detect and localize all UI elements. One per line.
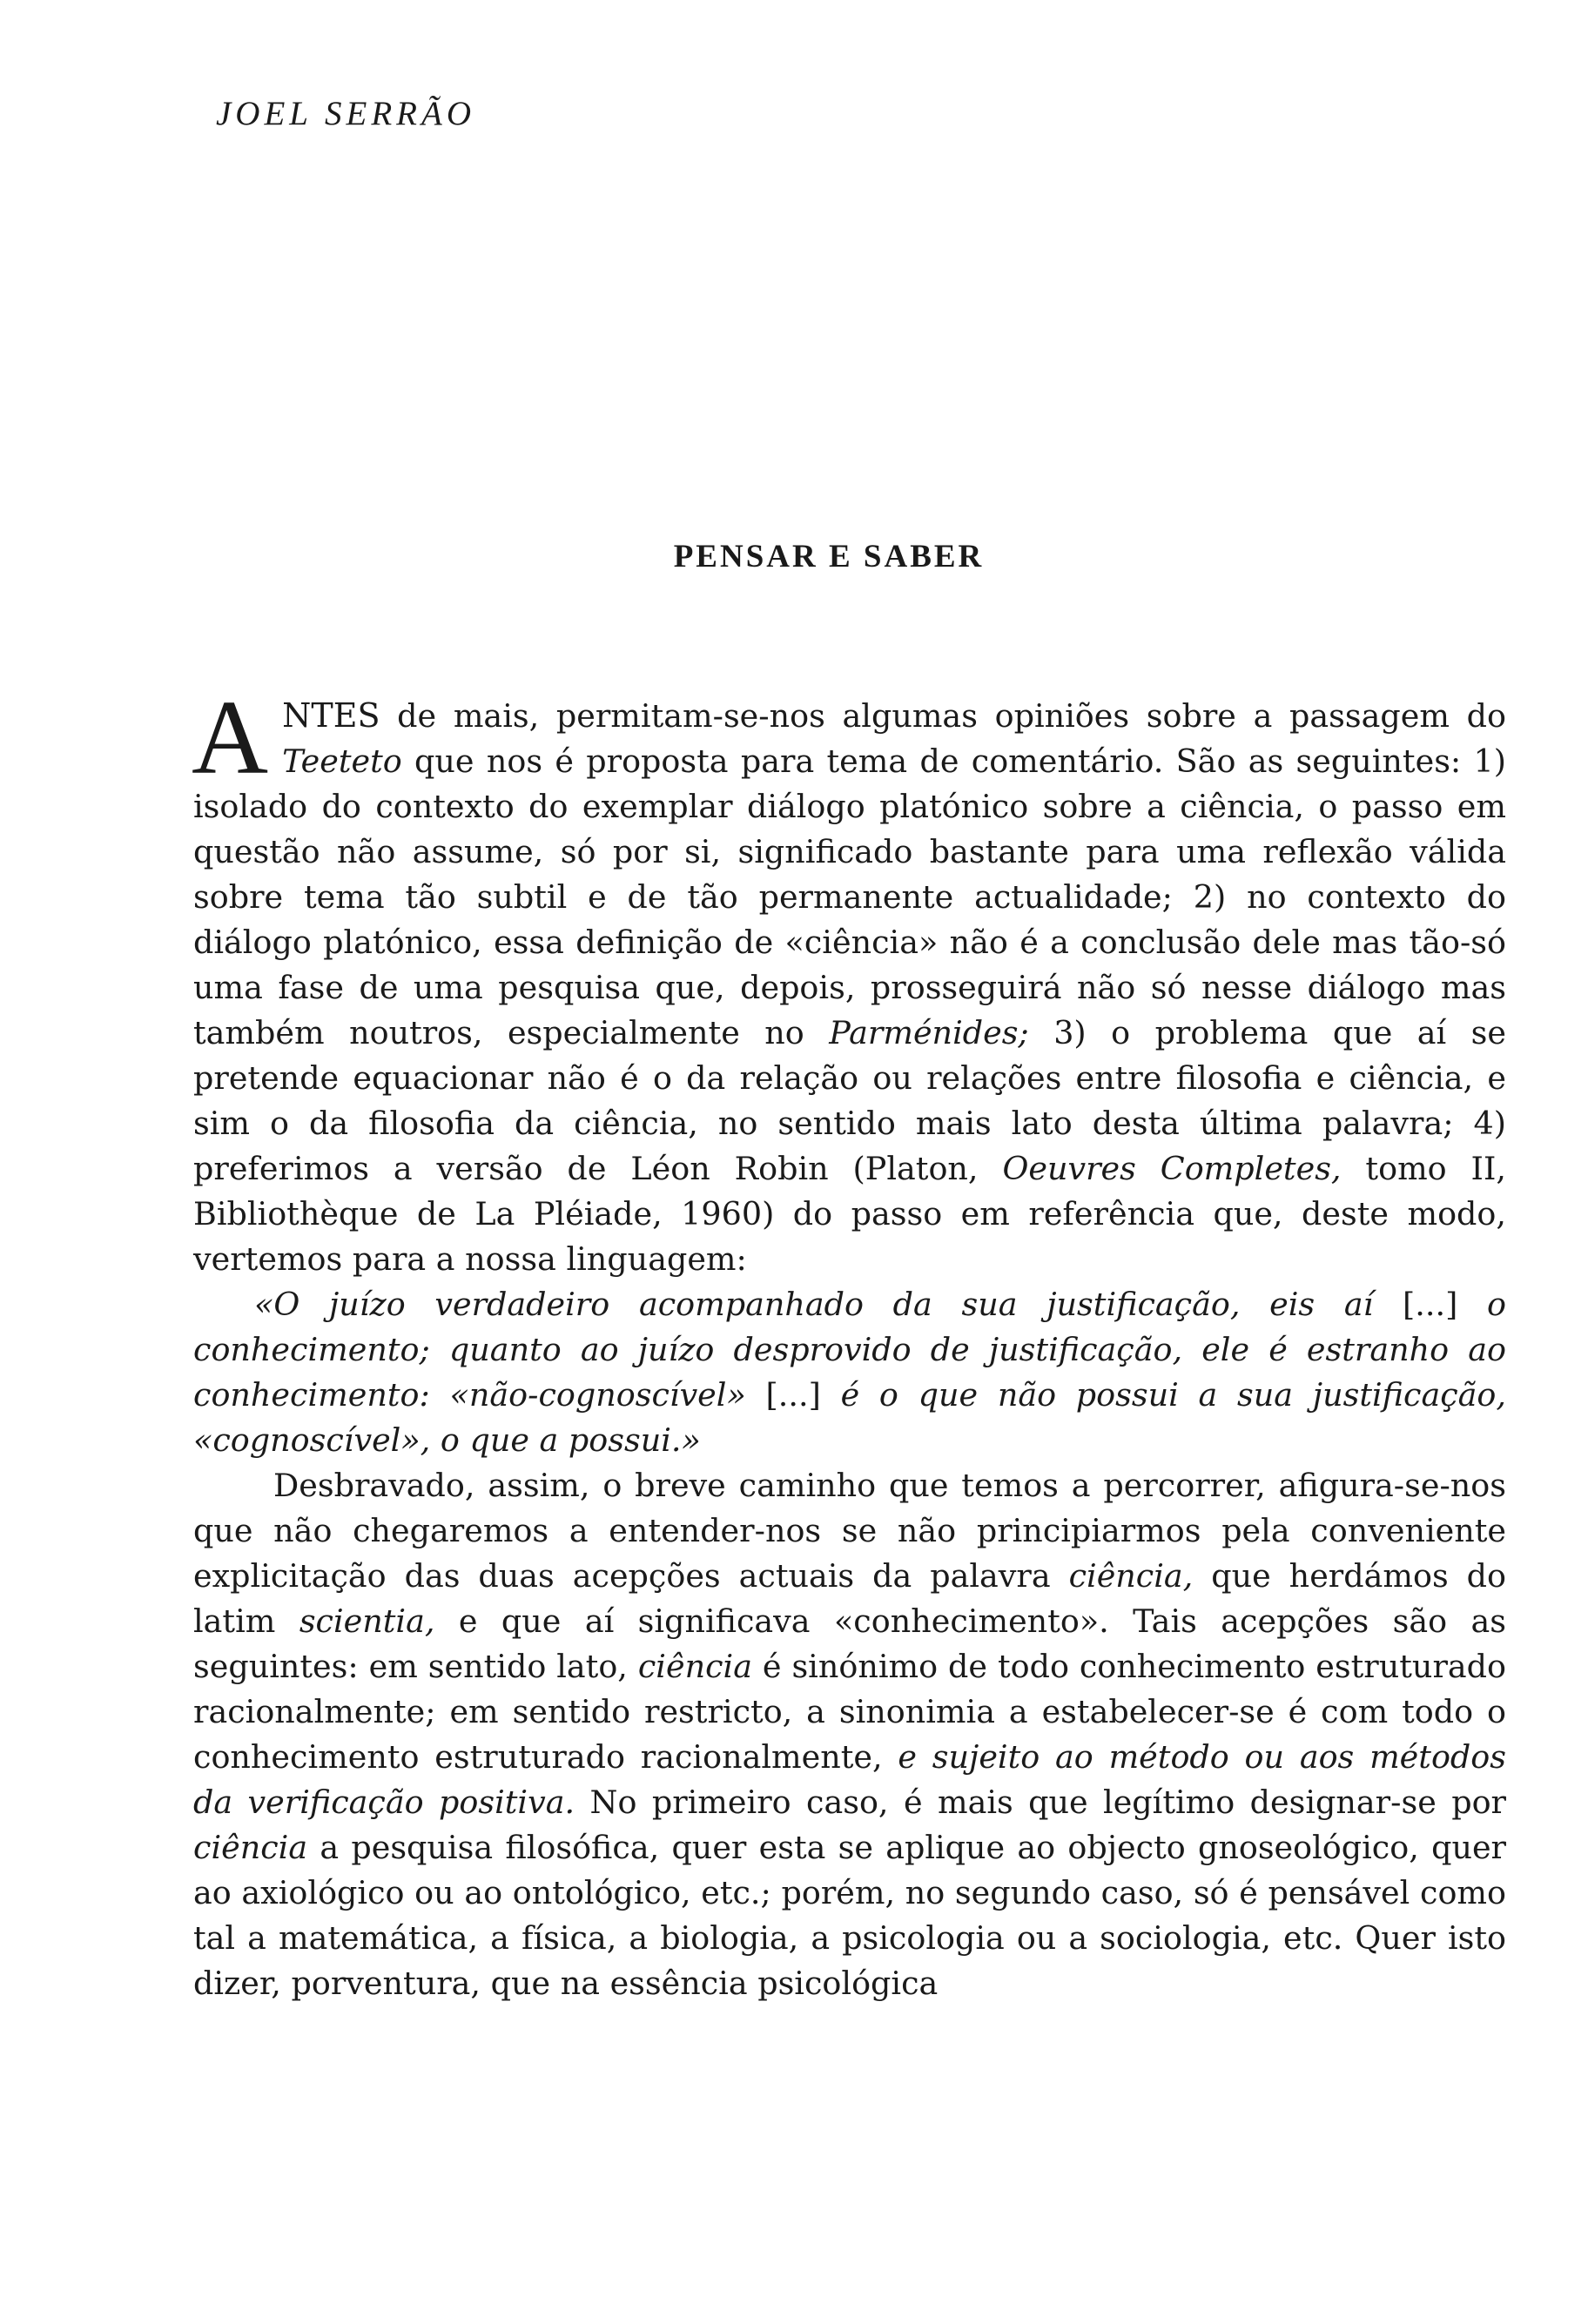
text-run: é sinónimo de todo conhecimento estruturado racionalmente; em sentido restricto, a sinonimia a estabelecer-se é com todo o conhecimento estruturado racionalmente, <box>193 1648 1506 1776</box>
article-body <box>192 679 1506 2006</box>
emphasis-ciencia: ciência, <box>1068 1557 1194 1595</box>
emphasis-ciencia: ciência <box>637 1648 752 1685</box>
quote-run: o conhecimento; quanto ao juízo desprovido de justificação, ele é estranho ao conhecimento: «não-cognoscível» <box>193 1286 1506 1414</box>
text-run: tomo II, Bibliothèque de La Pléiade, 1960) do passo em referência que, deste modo, vertemos para a nossa linguagem: <box>193 1150 1506 1278</box>
paragraph-intro <box>192 679 1506 1282</box>
emphasis-oeuvres: Oeuvres Completes, <box>1002 1150 1342 1187</box>
paragraph-second <box>193 1463 1506 2006</box>
quote-run: é o que não possui a sua justificação, «cognoscível», o que a possui.» <box>193 1376 1506 1459</box>
article-title: PENSAR E SABER <box>673 539 985 574</box>
text-run: que herdámos do latim <box>193 1557 1506 1640</box>
text-run: a pesquisa filosófica, quer esta se aplique ao objecto gnoseológico, quer ao axiológico ou ao ontológico, etc.; porém, no segundo caso, só é pensável como tal a matemática, a física, a biologia, a psicologia ou a sociologia, etc. Quer isto dizer, porventura, que na essência psicológica <box>193 1829 1506 2002</box>
drop-cap: A <box>192 679 269 796</box>
lead-word: NTES <box>282 696 380 735</box>
emphasis-parmenides: Parménides; <box>829 1014 1029 1051</box>
emphasis-scientia: scientia, <box>299 1602 435 1640</box>
text-run: 3) o problema que aí se pretende equacionar não é o da relação ou relações entre filosofia e ciência, e sim o da filosofia da ciência, no sentido mais lato desta última palavra; 4) preferimos a versão de Léon Robin (Platon, <box>193 1014 1506 1187</box>
running-head-author: JOEL SERRÃO <box>216 95 475 132</box>
emphasis-ciencia: ciência <box>193 1829 308 1866</box>
emphasis-method: e sujeito ao método ou aos métodos da verificação positiva. <box>193 1738 1506 1821</box>
text-run: de mais, permitam-se-nos algumas opiniões sobre a passagem do <box>380 697 1506 735</box>
emphasis-teeteto: Teeteto <box>282 742 402 780</box>
ellipsis-bracket: [...] <box>765 1376 821 1414</box>
quote-run: «O juízo verdadeiro acompanhado da sua justificação, eis aí <box>254 1286 1403 1323</box>
block-quote <box>193 1282 1506 1463</box>
text-run: Desbravado, assim, o breve caminho que temos a percorrer, afigura-se-nos que não chegaremos a entender-nos se não principiarmos pela conveniente explicitação das duas acepções actuais da palavra <box>193 1467 1506 1595</box>
text-run: e que aí significava «conhecimento». Tais acepções são as seguintes: em sentido lato, <box>193 1602 1506 1685</box>
text-run: No primeiro caso, é mais que legítimo designar-se por <box>575 1783 1506 1821</box>
text-run: que nos é proposta para tema de comentário. São as seguintes: 1) isolado do contexto do exemplar diálogo platónico sobre a ciência, o passo em questão não assume, só por si, significado bastante para uma reflexão válida sobre tema tão subtil e de tão permanente actualidade; 2) no contexto do diálogo platónico, essa definição de «ciência» não é a conclusão dele mas tão-só uma fase de uma pesquisa que, depois, prosseguirá não só nesse diálogo mas também noutros, especialmente no <box>193 742 1506 1051</box>
ellipsis-bracket: [...] <box>1403 1286 1458 1323</box>
